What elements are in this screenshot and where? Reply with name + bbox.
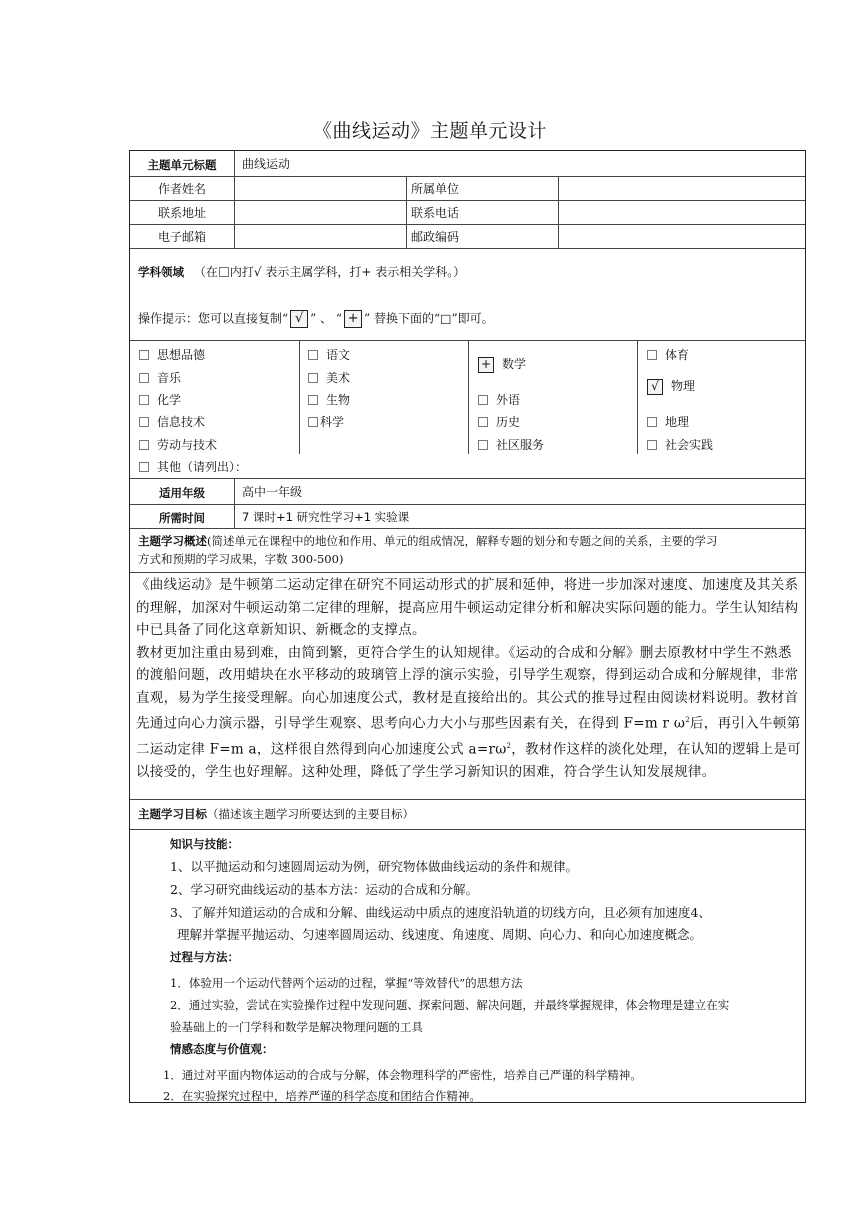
goals-note: （描述该主题学习所要达到的主要目标） [207,807,414,821]
checkbox-icon[interactable] [308,417,318,427]
grade-label: 适用年级 [159,486,205,500]
knowledge-item: 2、学习研究曲线运动的基本方法：运动的合成和分解。 [170,882,478,897]
knowledge-item: 1、以平抛运动和匀速圆周运动为例，研究物体做曲线运动的条件和规律。 [170,859,578,874]
col-divider [406,176,407,248]
checkbox-icon[interactable] [478,395,488,405]
subject-area-note: 内打 [229,265,254,279]
row-divider [130,799,805,800]
hint-text: ” 替换下面的“□”即可。 [364,311,494,326]
overview-header [138,532,802,568]
row-divider [130,528,805,529]
overview-label: 主题学习概述 [138,534,207,548]
process-item: 1．体验用一个运动代替两个运动的过程，掌握“等效替代”的思想方法 [170,976,523,990]
checkmark-icon[interactable]: √ [647,379,663,395]
unit-title-value: 曲线运动 [242,157,291,171]
subject-item[interactable]: 体育 [647,347,689,363]
hint-text: ” 、 “ [310,311,343,326]
col-divider [558,176,559,248]
checkbox-icon[interactable] [308,395,318,405]
row-divider [130,504,805,505]
subject-item[interactable]: 思想品德 [139,347,205,363]
col-divider [637,340,638,454]
row-divider [130,829,805,830]
knowledge-item: 3、了解并知道运动的合成和分解、曲线运动中质点的速度沿轨道的切线方向，且必须有加速度4、 [170,905,711,920]
subject-area-note: （在 [193,265,218,279]
row-divider [130,200,805,201]
checkbox-icon[interactable] [478,440,488,450]
subject-area-line [138,264,465,280]
checkbox-icon[interactable] [308,373,318,383]
col-divider [299,340,300,454]
address-label: 联系地址 [157,206,206,220]
phone-label: 联系电话 [411,206,460,220]
email-label: 电子邮箱 [157,230,206,244]
checkbox-icon[interactable] [139,462,149,472]
subject-item[interactable]: 信息技术 [139,414,205,430]
process-item: 验基础上的一门学科和数学是解决物理问题的工具 [170,1020,423,1034]
row-divider [130,478,805,479]
col-divider [234,478,235,528]
subject-item[interactable]: 劳动与技术 [139,437,217,453]
goals-header [138,806,414,822]
knowledge-heading: 知识与技能： [170,837,239,851]
process-item: 2．通过实验，尝试在实验操作过程中发现问题、探索问题、解决问题，并最终掌握规律，体会物理是建立在实 [170,998,730,1012]
subject-item[interactable]: 地理 [647,414,689,430]
hint-text: 操作提示：您可以直接复制“ [138,311,289,326]
overview-note: 方式和预期的学习成果，字数 300-500) [138,552,344,566]
subject-item[interactable]: 外语 [478,392,520,408]
time-value: 7 课时+1 研究性学习+1 实验课 [242,510,410,524]
process-heading: 过程与方法： [170,950,239,964]
subject-item-math[interactable]: + 数学 [478,356,526,373]
checkbox-icon[interactable] [647,417,657,427]
overview-note: (简述单元在课程中的地位和作用、单元的组成情况，解释专题的划分和专题之间的关系，主要的学习 [207,534,718,548]
plus-icon: + [344,310,362,328]
overview-paragraph: 教材更加注重由易到难，由简到繁，更符合学生的认知规律。《运动的合成和分解》删去原教材中学生不熟悉的渡船问题，改用蜡块在水平移动的玻璃管上浮的演示实验，引导学生观察，得到运动合成和分解规律，非常直观，易为学生接受理解。向心加速度公式，教材是直接给出的。其公式的推导过程由阅读材料说明。教材首先通过向心力演示器，引导学生观察、思考向心力大小与那些因素有关，在得到 F=m r $\omega^2$后，再引入牛顿第二运动定律 F=m a，这样很自然得到向心加速度公式 $a=r\omega^2$，教材作这样的淡化处理，在认知的逻辑上是可以接受的，学生也好理解。这种处理，降低了学生学习新知识的困难，符合学生认知发展规律。 [136,644,802,780]
col-divider [468,340,469,454]
subject-item[interactable]: 社区服务 [478,437,544,453]
row-divider [130,224,805,225]
subject-item[interactable]: 社会实践 [647,437,713,453]
plus-icon[interactable]: + [478,357,494,373]
checkbox-icon[interactable] [139,350,149,360]
subject-area-note: 表示主属学科，打+ 表示相关学科。） [261,265,466,279]
checkbox-icon[interactable] [647,440,657,450]
subject-item[interactable]: 生物 [308,392,350,408]
checkmark-icon: √ [290,310,308,328]
unit-title-label: 主题单元标题 [147,158,217,172]
empty-box-icon [219,267,229,277]
overview-paragraph: 《曲线运动》是牛顿第二运动定律在研究不同运动形式的扩展和延伸，将进一步加深对速度、加速度及其关系的理解，加深对牛顿运动第二定律的理解，提高应用牛顿运动定律分析和解决实际问题的能力。学生认知结构中已具备了同化这章新知识、新概念的支撑点。 [136,577,799,638]
row-divider [130,248,805,249]
checkbox-icon[interactable] [139,373,149,383]
subject-item[interactable]: 历史 [478,414,520,430]
attitude-item: 1．通过对平面内物体运动的合成与分解，体会物理科学的严密性，培养自己严谨的科学精神。 [163,1068,642,1082]
author-label: 作者姓名 [157,182,206,196]
overview-body [136,574,802,784]
checkbox-icon[interactable] [139,440,149,450]
attitude-heading: 情感态度与价值观： [170,1042,274,1056]
subject-item[interactable]: 语文 [308,347,350,363]
subject-area-label: 学科领域 [138,265,184,279]
page-title: 《曲线运动》主题单元设计 [312,120,547,142]
checkbox-icon[interactable] [139,395,149,405]
checkbox-icon[interactable] [478,417,488,427]
org-label: 所属单位 [411,182,460,196]
subject-item[interactable]: 音乐 [139,370,181,386]
checkbox-icon[interactable] [647,350,657,360]
subject-item-physics[interactable]: √ 物理 [647,378,695,395]
checkbox-icon[interactable] [308,350,318,360]
subject-item[interactable]: 科学 [308,414,344,430]
subject-item[interactable]: 美术 [308,370,350,386]
subject-item[interactable]: 化学 [139,392,181,408]
attitude-item: 2．在实验探究过程中，培养严谨的科学态度和团结合作精神。 [163,1089,481,1103]
operation-hint [138,310,494,328]
row-divider [130,176,805,177]
goals-label: 主题学习目标 [138,807,207,821]
row-divider [130,572,805,573]
subject-item-other[interactable]: 其他（请列出）： [139,459,247,475]
col-divider [234,151,235,248]
time-label: 所需时间 [159,511,205,525]
knowledge-item: 理解并掌握平抛运动、匀速率圆周运动、线速度、角速度、周期、向心力、和向心加速度概念。 [177,927,703,942]
checkbox-icon[interactable] [139,417,149,427]
check-glyph: √ [253,265,262,279]
grade-value: 高中一年级 [242,485,303,499]
postcode-label: 邮政编码 [411,230,460,244]
